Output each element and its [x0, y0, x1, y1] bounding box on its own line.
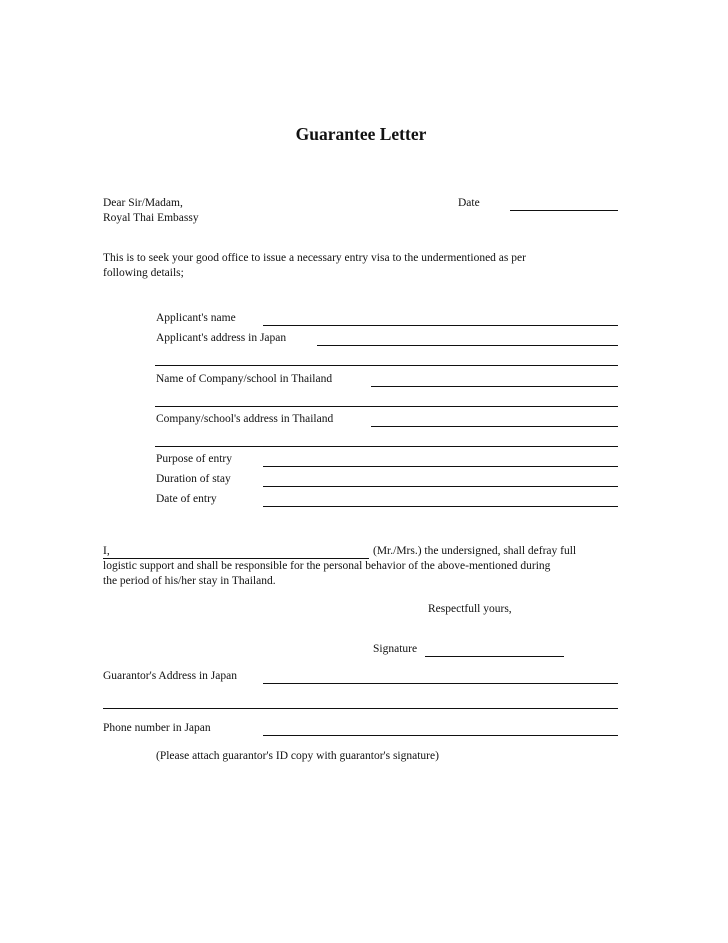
page-title: Guarantee Letter	[295, 124, 427, 144]
salutation: Dear Sir/Madam,	[103, 197, 183, 209]
guarantor-address-field-line-2[interactable]	[103, 708, 618, 709]
company-address-label: Company/school's address in Thailand	[156, 413, 334, 425]
duration-of-stay-label: Duration of stay	[156, 473, 231, 485]
intro-text-line-2: following details;	[103, 267, 184, 279]
applicant-name-label: Applicant's name	[156, 312, 236, 324]
phone-number-label: Phone number in Japan	[103, 722, 211, 734]
applicant-address-label: Applicant's address in Japan	[156, 332, 287, 344]
declaration-line-2: logistic support and shall be responsible for the personal behavior of the above-mentioned during	[103, 560, 551, 572]
intro-text-line-1: This is to seek your good office to issue a necessary entry visa to the undermentioned as per	[103, 252, 526, 264]
purpose-of-entry-label: Purpose of entry	[156, 453, 233, 465]
declaration-suffix: (Mr./Mrs.) the undersigned, shall defray full	[373, 545, 577, 557]
recipient: Royal Thai Embassy	[103, 212, 199, 224]
company-name-field-line[interactable]	[371, 386, 618, 387]
declaration-line-3: the period of his/her stay in Thailand.	[103, 575, 276, 587]
applicant-address-field-line-2[interactable]	[155, 365, 618, 366]
duration-of-stay-field-line[interactable]	[263, 486, 618, 487]
date-field-line[interactable]	[510, 210, 618, 211]
purpose-of-entry-field-line[interactable]	[263, 466, 618, 467]
signature-label: Signature	[373, 643, 418, 655]
date-of-entry-field-line[interactable]	[263, 506, 618, 507]
applicant-name-field-line[interactable]	[263, 325, 618, 326]
declaration-prefix: I,	[103, 545, 110, 557]
signature-field-line[interactable]	[425, 656, 564, 657]
date-of-entry-label: Date of entry	[156, 493, 217, 505]
phone-number-field-line[interactable]	[263, 735, 618, 736]
date-label: Date	[458, 197, 480, 209]
company-address-field-line-2[interactable]	[155, 446, 618, 447]
company-name-field-line-2[interactable]	[155, 406, 618, 407]
guarantor-name-field-line[interactable]	[103, 558, 369, 559]
attachment-note: (Please attach guarantor's ID copy with guarantor's signature)	[156, 750, 439, 762]
closing-text: Respectfull yours,	[428, 603, 512, 615]
applicant-address-field-line[interactable]	[317, 345, 618, 346]
company-name-label: Name of Company/school in Thailand	[156, 373, 333, 385]
guarantor-address-field-line[interactable]	[263, 683, 618, 684]
company-address-field-line[interactable]	[371, 426, 618, 427]
guarantor-address-label: Guarantor's Address in Japan	[103, 670, 237, 682]
